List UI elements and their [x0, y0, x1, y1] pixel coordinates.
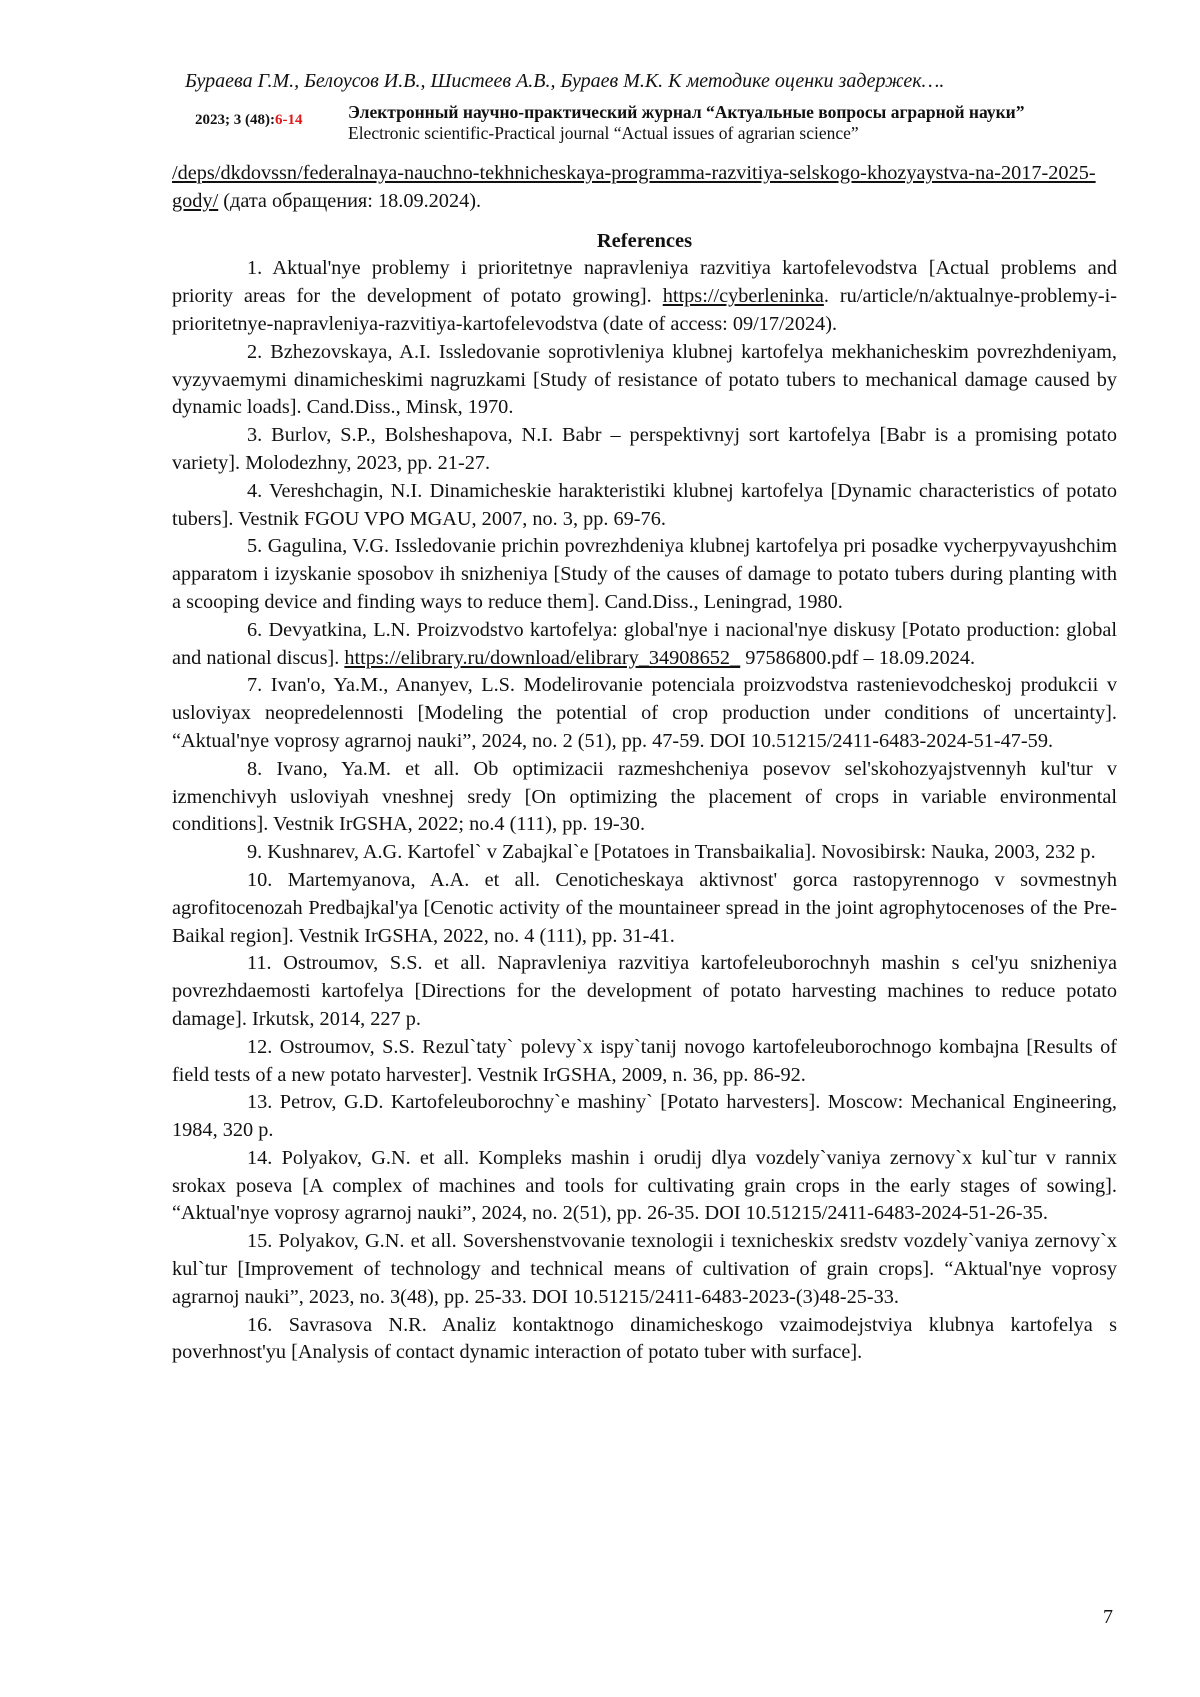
reference-item [172, 839, 1117, 867]
reference-item [172, 1034, 1117, 1090]
reference-text: 4. Vereshchagin, N.I. Dinamicheskie harakteristiki klubnej kartofelya [Dynamic characteristics of potato tubers]. Vestnik FGOU VPO MGAU, 2007, no. 3, pp. 69-76. [172, 479, 1117, 530]
reference-text: 12. Ostroumov, S.S. Rezul`taty` polevy`x ispy`tanij novogo kartofeleuborochnogo kombajna [Results of field tests of a new potato harvester]. Vestnik IrGSHA, 2009, n. 36, pp. 86-92. [172, 1035, 1117, 1086]
reference-text: 13. Petrov, G.D. Kartofeleuborochny`e mashiny` [Potato harvesters]. Moscow: Mechanical Engineering, 1984, 320 p. [172, 1091, 1117, 1142]
issue-pages: 6-14 [274, 112, 303, 128]
page-number: 7 [1103, 1606, 1113, 1628]
reference-item [172, 1145, 1117, 1228]
journal-title-en: Electronic scientific-Practical journal “Actual issues of agrarian science” [348, 123, 859, 143]
reference-link[interactable]: /deps/dkdovssn/federalnaya-nauchno-tekhnicheskaya-programma-razvitiya-selskogo-khozyaystva-na-2017-2025-gody/ [172, 162, 1096, 212]
reference-text: 14. Polyakov, G.N. et all. Kompleks mashin i orudij dlya vozdely`vaniya zernovy`x kul`tur v rannix srokax poseva [A complex of machines and tools for cultivating grain crops in the early stages of sowing]. “Aktual'nye voprosy agrarnoj nauki”, 2024, no. 2(51), pp. 26-35. DOI 10.51215/2411-6483-2024-51-26-35. [172, 1146, 1117, 1225]
reference-item [172, 617, 1117, 673]
reference-text: 16. Savrasova N.R. Analiz kontaktnogo dinamicheskogo vzaimodejstviya klubnya kartofelya s poverhnost'yu [Analysis of contact dynamic interaction of potato tuber with surface]. [172, 1313, 1117, 1364]
reference-item [172, 950, 1117, 1033]
reference-text: 10. Martemyanova, A.A. et all. Cenoticheskaya aktivnost' gorca rastopyrennogo v sovmestnyh agrofitocenozah Predbajkal'ya [Cenotic activity of the mountaineer spread in the joint agrophytocenoses of the Pre-Baikal region]. Vestnik IrGSHA, 2022, no. 4 (111), pp. 31-41. [172, 868, 1117, 947]
running-header-authors: Бураева Г.М., Белоусов И.В., Шистеев А.В., Бураев М.К. К методике оценки задержек…. [185, 70, 945, 92]
reference-text: 8. Ivano, Ya.M. et all. Ob optimizacii razmeshcheniya posevov sel'skohozyajstvennyh kul'tur v izmenchivyh usloviyah vneshnej sredy [On optimizing the placement of crops in variable environmental conditions]. Vestnik IrGSHA, 2022; no.4 (111), pp. 19-30. [172, 757, 1117, 836]
reference-link[interactable]: https://elibrary.ru/download/elibrary_34908652_ [344, 646, 741, 669]
reference-link[interactable]: https://cyberleninka [662, 285, 824, 308]
reference-text-tail: 97586800.pdf – 18.09.2024. [740, 646, 976, 669]
reference-item [172, 1312, 1117, 1368]
reference-text-tail: . ru/article/n/aktualnye-problemy-i-prioritetnye-napravleniya-razvitiya-kartofelevodstva (date of access: 09/17/2024). [172, 285, 1117, 335]
journal-title [348, 102, 1025, 144]
reference-text: 6. Devyatkina, L.N. Proizvodstvo kartofelya: global'nye i nacional'nye diskusy [Potato production: global and national discus]. [172, 618, 1117, 669]
reference-item [172, 867, 1117, 950]
reference-item [172, 478, 1117, 534]
reference-item [172, 422, 1117, 478]
reference-text: 1. Aktual'nye problemy i prioritetnye napravleniya razvitiya kartofelevodstva [Actual problems and priority areas for the development of potato growing]. [172, 257, 1117, 308]
journal-title-ru: Электронный научно-практический журнал “Актуальные вопросы аграрной науки” [348, 102, 1025, 122]
reference-item [172, 1089, 1117, 1145]
reference-text: 11. Ostroumov, S.S. et all. Napravleniya razvitiya kartofeleuborochnyh mashin s cel'yu snizheniya povrezhdaemosti kartofelya [Directions for the development of potato harvesting machines to reduce potato damage]. Irkutsk, 2014, 227 p. [172, 952, 1117, 1030]
reference-item [172, 533, 1117, 616]
references-list [172, 255, 1117, 1367]
reference-text: 5. Gagulina, V.G. Issledovanie prichin povrezhdeniya klubnej kartofelya pri posadke vycherpyvayushchim apparatom i izyskanie sposobov ih snizheniya [Study of the causes of damage to potato tubers during planting with a scooping device and finding ways to reduce them]. Cand.Diss., Leningrad, 1980. [172, 535, 1117, 613]
reference-item [172, 672, 1117, 755]
reference-text: 2. Bzhezovskaya, A.I. Issledovanie soprotivleniya klubnej kartofelya mekhanicheskim povrezhdeniyam, vyzyvaemymi dinamicheskimi nagruzkami [Study of resistance of potato tubers to mechanical damage caused by dynamic loads]. Cand.Diss., Minsk, 1970. [172, 340, 1117, 419]
issue-info [195, 112, 302, 129]
reference-text: 9. Kushnarev, A.G. Kartofel` v Zabajkal`e [Potatoes in Transbaikalia]. Novosibirsk: Nauka, 2003, 232 p. [247, 841, 1096, 864]
issue-number: 2023; 3 (48): [195, 112, 275, 128]
previous-reference-continuation [172, 160, 1117, 216]
reference-text: 3. Burlov, S.P., Bolsheshapova, N.I. Babr – perspektivnyj sort kartofelya [Babr is a promising potato variety]. Molodezhny, 2023, pp. 21-27. [172, 424, 1117, 474]
reference-item [172, 339, 1117, 422]
reference-text: 15. Polyakov, G.N. et all. Sovershenstvovanie texnologii i texnicheskix sredstv vozdely`vaniya zernovy`x kul`tur [Improvement of technology and technical means of cultivation of grain crops]. “Aktual'nye voprosy agrarnoj nauki”, 2023, no. 3(48), pp. 25-33. DOI 10.51215/2411-6483-2023-(3)48-25-33. [172, 1230, 1117, 1308]
reference-item [172, 255, 1117, 338]
section-title: References [596, 229, 693, 252]
reference-item [172, 1228, 1117, 1311]
reference-tail: (дата обращения: 18.09.2024). [218, 189, 482, 212]
reference-text: 7. Ivan'o, Ya.M., Ananyev, L.S. Modelirovanie potenciala proizvodstva rastenievodcheskoj produkcii v usloviyax neopredelennosti [Modeling the potential of crop production under conditions of uncertainty]. “Aktual'nye voprosy agrarnoj nauki”, 2024, no. 2 (51), pp. 47-59. DOI 10.51215/2411-6483-2024-51-47-59. [172, 674, 1117, 752]
page-body [172, 160, 1117, 1367]
reference-item [172, 756, 1117, 839]
